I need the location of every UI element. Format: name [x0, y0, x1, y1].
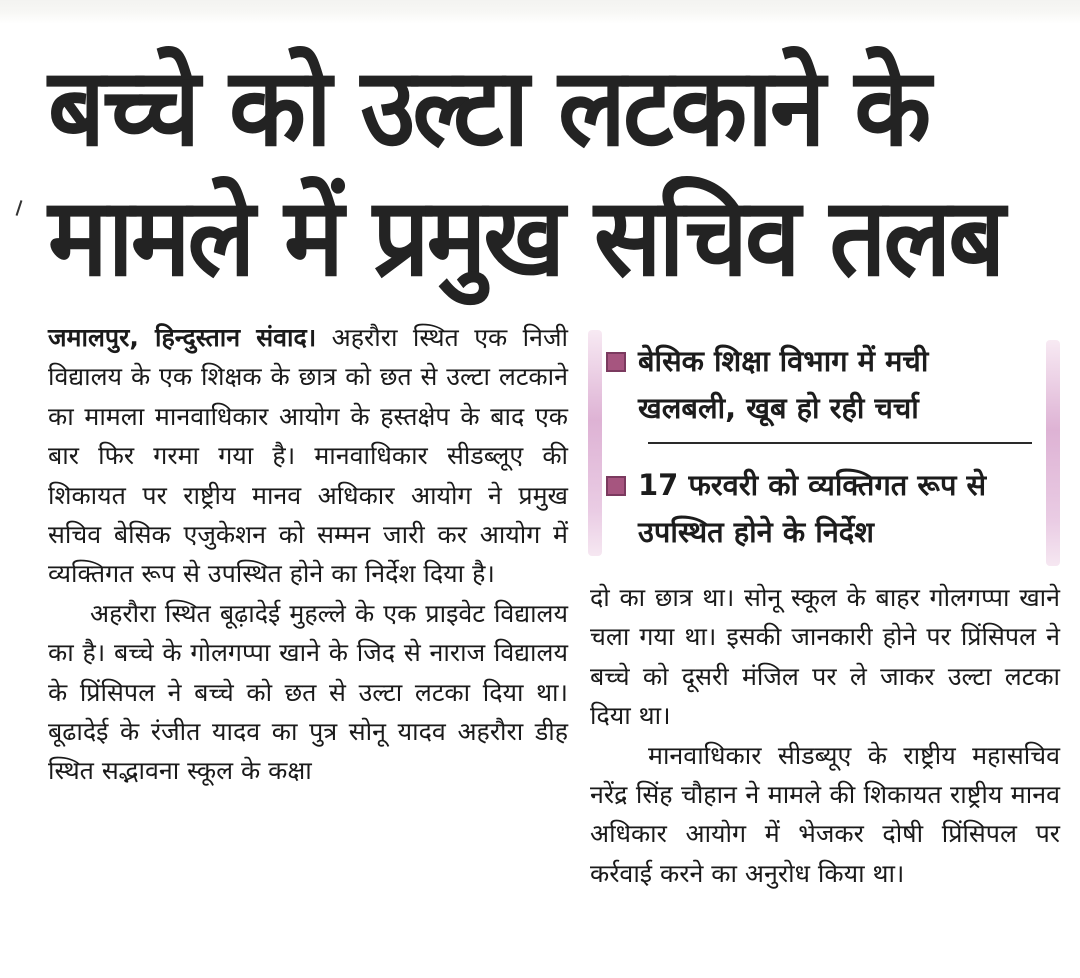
article-paragraph-1-text: अहरौरा स्थित एक निजी विद्यालय के एक शिक्षक के छात्र को छत से उल्टा लटकाने का मामला मानवाधिकार आयोग के हस्तक्षेप के बाद एक बार फिर गरमा गया है। मानवाधिकार सीडब्लूए की शिकायत पर राष्ट्रीय मानव अधिकार आयोग ने प्रमुख सचिव बेसिक एजुकेशन को सम्मन जारी कर आयोग में व्यक्तिगत रूप से उपस्थित होने का निर्देश दिया है।: [48, 323, 569, 589]
article-column-right: [590, 578, 1060, 893]
article-paragraph-1: [48, 318, 568, 594]
square-bullet-icon: [606, 352, 626, 372]
dateline: जमालपुर, हिन्दुस्तान संवाद।: [48, 323, 317, 352]
print-speck: [16, 200, 23, 216]
article-paragraph-4: मानवाधिकार सीडब्यूए के राष्ट्रीय महासचिव नरेंद्र सिंह चौहान ने मामले की शिकायत राष्ट्रीय मानव अधिकार आयोग में भेजकर दोषी प्रिंसिपल पर कर्रवाई करने का अनुरोध किया था।: [590, 740, 1060, 888]
article-column-left: [48, 318, 568, 791]
highlight-box: [588, 330, 1060, 562]
article-paragraph-2: अहरौरा स्थित बूढ़ादेई मुहल्ले के एक प्राइवेट विद्यालय का है। बच्चे के गोलगप्पा खाने के जिद से नाराज विद्यालय के प्रिंसिपल ने बच्चे को छत से उल्टा लटका दिया था। बूढादेई के रंजीत यादव का पुत्र सोनू यादव अहरौरा डीह स्थित सद्भावना स्कूल के कक्षा: [48, 598, 568, 786]
article-paragraph-3: दो का छात्र था। सोनू स्कूल के बाहर गोलगप्पा खाने चला गया था। इसकी जानकारी होने पर प्रिंसिपल ने बच्चे को दूसरी मंजिल पर ले जाकर उल्टा लटका दिया था।: [590, 583, 1060, 731]
highlight-divider: [648, 442, 1032, 444]
headline: [48, 43, 1048, 303]
headline-line-2: मामले में प्रमुख सचिव तलब: [48, 174, 1003, 302]
highlight-bar-left: [588, 330, 602, 556]
highlight-item-2: [638, 462, 1028, 556]
square-bullet-icon: [606, 476, 626, 496]
highlight-bar-right: [1046, 340, 1060, 566]
highlight-item-1: [638, 338, 1028, 432]
highlight-item-2-text: 17 फरवरी को व्यक्तिगत रूप से उपस्थित होने के निर्देश: [638, 468, 987, 549]
highlight-item-1-text: बेसिक शिक्षा विभाग में मची खलबली, खूब हो रही चर्चा: [638, 344, 929, 425]
headline-line-1: बच्चे को उल्टा लटकाने के: [48, 44, 929, 172]
